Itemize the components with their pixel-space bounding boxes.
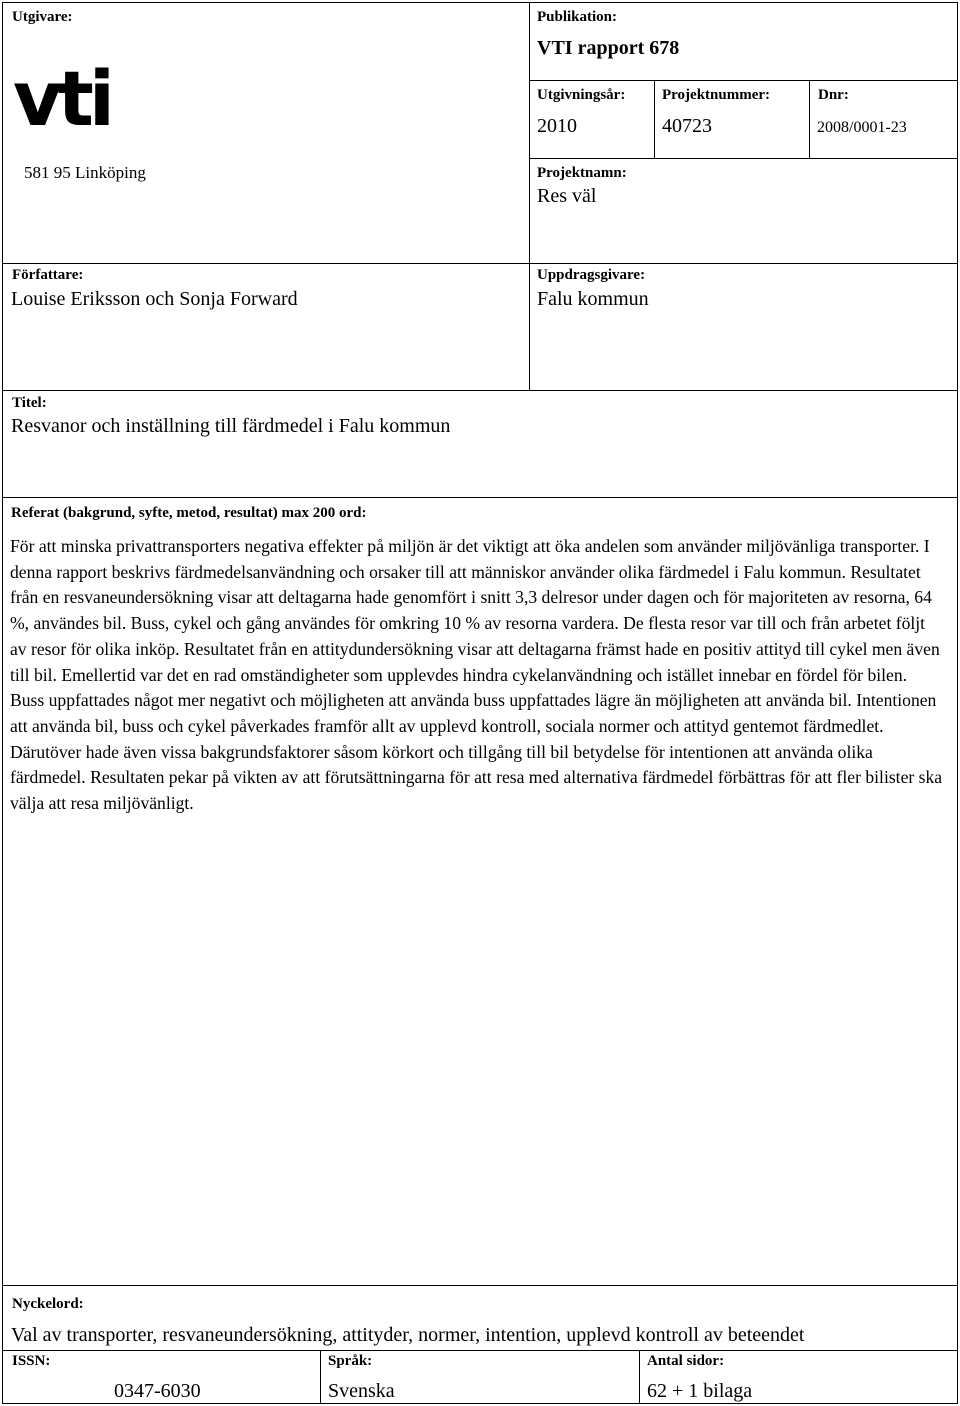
titel-box [2,390,958,498]
uppdragsgivare-box [529,263,958,391]
projektnummer-box [654,80,810,159]
utgivare-box [2,2,530,264]
antal-sidor-value: 62 + 1 bilaga [647,1380,753,1402]
uppdragsgivare-value: Falu kommun [537,288,649,310]
dnr-value: 2008/0001-23 [817,119,907,136]
uppdragsgivare-label: Uppdragsgivare: [537,267,646,283]
nyckelord-box [2,1285,958,1351]
publikation-box [529,2,958,81]
titel-label: Titel: [12,395,47,411]
referat-label: Referat (bakgrund, syfte, metod, resultat) max 200 ord: [11,505,367,521]
issn-box [2,1350,321,1404]
forfattare-value: Louise Eriksson och Sonja Forward [11,288,298,310]
nyckelord-label: Nyckelord: [12,1296,84,1312]
sprak-value: Svenska [328,1380,395,1402]
issn-value: 0347-6030 [114,1380,201,1402]
projektnummer-value: 40723 [662,115,712,137]
projektnamn-label: Projektnamn: [537,165,627,181]
dnr-label: Dnr: [818,87,849,103]
utgivningsar-value: 2010 [537,115,577,137]
dnr-box [809,80,958,159]
issn-label: ISSN: [12,1353,51,1369]
publikation-value: VTI rapport 678 [537,37,680,59]
antal-sidor-box [639,1350,958,1404]
forfattare-box [2,263,530,391]
utgivningsar-label: Utgivningsår: [537,87,626,103]
titel-value: Resvanor och inställning till färdmedel i Falu kommun [11,415,451,437]
projektnamn-box [529,158,958,264]
utgivare-label: Utgivare: [12,9,73,25]
utgivare-address: 581 95 Linköping [24,163,146,182]
projektnummer-label: Projektnummer: [662,87,771,103]
nyckelord-value: Val av transporter, resvaneundersökning, attityder, normer, intention, upplevd kontroll av beteendet [11,1324,805,1346]
vti-logo: vti [13,54,110,143]
sprak-label: Språk: [328,1353,373,1369]
referat-text: För att minska privattransporters negativa effekter på miljön är det viktigt att öka andelen som använder miljövänliga transporter. I denna rapport beskrivs färdmedelsanvändning och orsaker till att människor använder olika färdmedel i Falu kommun. Resultatet från en resvaneundersökning visar att deltagarna hade genomfört i snitt 3,3 delresor under dagen och för majoriteten av resorna, 64 %, användes bil. Buss, cykel och gång användes för omkring 10 % av resorna vardera. De flesta resor var till och från arbetet följt av resor för olika inköp. Resultatet från en attitydundersökning visar att deltagarna främst hade en positiv attityd till cykel men även till bil. Emellertid var det en rad omständigheter som upplevdes hindra cykelanvändning och istället innebar en fördel för bilen. Buss uppfattades något mer negativt och möjligheten att använda buss uppfattades lägre än möjligheten att använda bil. Intentionen att använda bil, buss och cykel påverkades framför allt av upplevd kontroll, sociala normer och attityd gentemot färdmedlet. Därutöver hade även vissa bakgrundsfaktorer såsom körkort och tillgång till bil betydelse för intentionen att använda olika färdmedel. Resultaten pekar på vikten av att förutsättningarna för att resa med alternativa färdmedel förbättras för att fler bilister ska välja att resa miljövänligt. [10,536,943,814]
projektnamn-value: Res väl [537,185,597,207]
forfattare-label: Författare: [12,267,84,283]
antal-sidor-label: Antal sidor: [647,1353,725,1369]
utgivningsar-box [529,80,655,159]
sprak-box [320,1350,640,1404]
publikation-label: Publikation: [537,9,618,25]
